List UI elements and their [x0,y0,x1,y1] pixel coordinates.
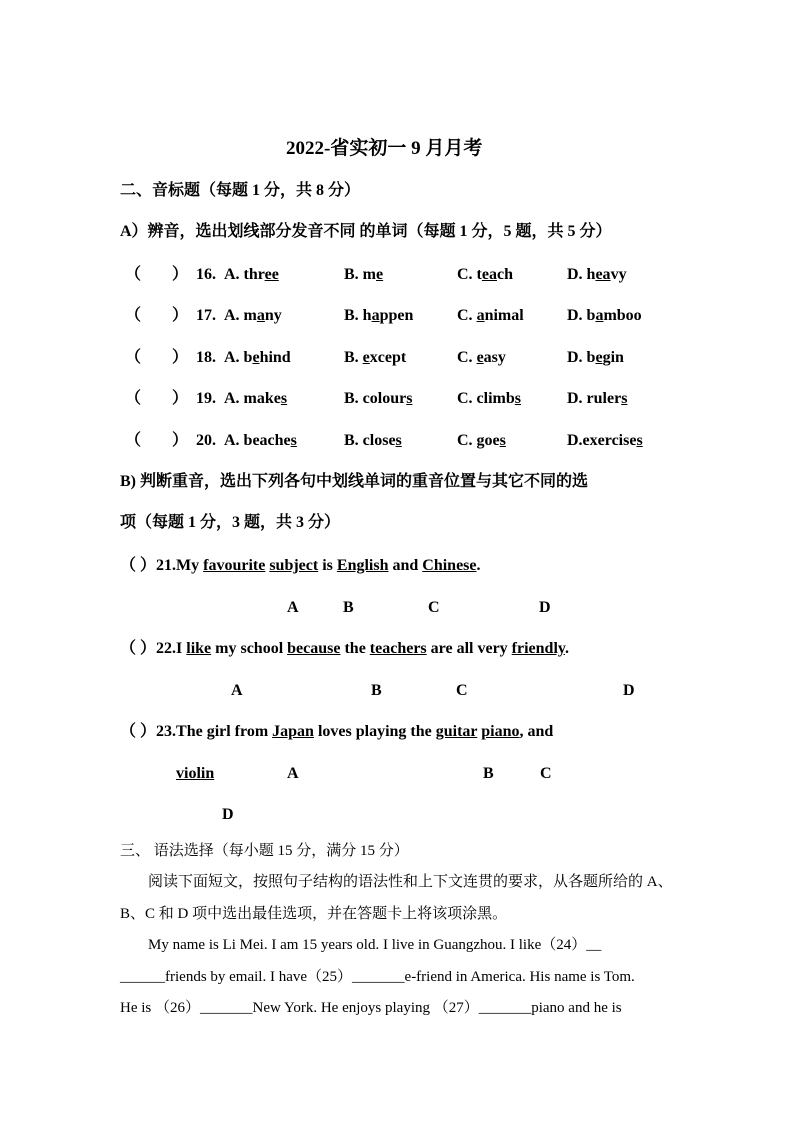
answer-paren-close: ） [172,432,189,449]
underlined-letters: a [256,307,265,324]
text: I [176,640,187,657]
option-c [457,348,506,368]
option-text: ch [497,266,513,283]
answer-paren[interactable]: （ ） [120,640,157,657]
option-text: B. colour [344,390,407,407]
underlined-letters: ea [595,266,611,283]
option-d [567,265,627,285]
option-d [567,431,643,451]
question-number: 18. [196,349,216,366]
underlined-word: favourite [203,557,266,574]
underlined-letters: a [476,307,485,324]
question-number: 17. [196,307,216,324]
underlined-word: English [336,557,389,574]
option-text: A. make [224,390,281,407]
answer-paren-open[interactable]: （ [125,390,142,407]
underlined-word: guitar [435,723,478,740]
option-letter: D [539,599,551,616]
underlined-letters: ea [481,266,497,283]
option-letter: D [623,682,635,699]
option-text: gin [602,349,624,366]
option-letter: B [343,599,354,616]
option-text: C. t [457,266,482,283]
option-text: B. h [344,307,372,324]
option-text: D.exercise [567,432,637,449]
option-letter: B [371,682,382,699]
text: are all very [426,640,512,657]
option-b [344,389,412,409]
option-text: A. beache [224,432,291,449]
option-text: B. [344,349,363,366]
option-a [224,348,291,368]
option-text: vy [610,266,627,283]
question-23 [120,722,553,742]
text: My [176,557,204,574]
answer-paren-close: ） [172,390,189,407]
underlined-word: like [186,640,212,657]
option-text: hind [259,349,291,366]
underlined-letters: a [371,307,380,324]
section3-instruction-line1: 阅读下面短文，按照句子结构的语法性和上下文连贯的要求，从各题所给的 A、 [148,874,673,890]
option-text: A. m [224,307,257,324]
section2-heading: 二、音标题（每题 1 分，共 8 分） [120,182,361,199]
option-text: C. [457,349,477,366]
option-letter: A [287,765,299,782]
answer-paren-open[interactable]: （ [125,349,142,366]
option-letter: D [222,806,234,823]
question-number: 20. [196,432,216,449]
question-number: 21. [156,557,177,574]
option-text: C. goe [457,432,500,449]
option-b [344,306,413,326]
underlined-word: because [287,640,341,657]
page-title: 2022-省实初一 9 月月考 [286,138,483,159]
option-a [224,265,279,285]
underlined-letters: e [376,266,384,283]
underlined-letters: s [499,432,506,449]
underlined-word: Japan [272,723,314,740]
question-number: 23. [156,723,177,740]
option-text: C. climb [457,390,515,407]
underlined-letters: s [406,390,413,407]
underlined-word: subject [269,557,319,574]
option-text: mboo [603,307,642,324]
option-text: D. ruler [567,390,622,407]
option-a [224,389,287,409]
text: , and [519,723,554,740]
option-letter: C [456,682,468,699]
option-a [224,306,282,326]
option-letter: C [540,765,552,782]
option-text: C. [457,307,477,324]
underlined-letters: s [395,432,402,449]
underlined-letters: s [636,432,643,449]
option-text: ppen [379,307,414,324]
text: the [340,640,370,657]
option-text: B. close [344,432,396,449]
underlined-word: Chinese [422,557,477,574]
text: The girl from [176,723,273,740]
option-text: D. b [567,307,596,324]
underlined-letters: e [476,349,484,366]
underlined-letters: a [595,307,604,324]
answer-paren-open[interactable]: （ [125,266,142,283]
option-letter: C [428,599,440,616]
text: loves playing the [313,723,436,740]
option-letter: B [483,765,494,782]
passage-line: ______friends by email. I have（25）_______e-friend in America. His name is Tom. [120,969,635,985]
underlined-letters: s [514,390,522,407]
option-b [344,265,383,285]
option-text: A. b [224,349,253,366]
text: and [388,557,423,574]
underlined-word: friendly [511,640,566,657]
question-22 [120,639,569,659]
option-letter: A [287,599,299,616]
underlined-letters: e [595,349,603,366]
underlined-letters: e [362,349,370,366]
option-d [567,306,642,326]
option-a [224,431,297,451]
answer-paren-close: ） [172,266,189,283]
underlined-letters: s [290,432,297,449]
answer-paren-close: ） [172,349,189,366]
underlined-letters: e [252,349,260,366]
partB-heading-line1: B) 判断重音，选出下列各句中划线单词的重音位置与其它不同的选 [120,473,589,490]
text: . [565,640,570,657]
option-letter: A [231,682,243,699]
underlined-letters: s [280,390,288,407]
underlined-letters: s [621,390,628,407]
answer-paren[interactable]: （ ） [120,557,157,574]
question-number: 16. [196,266,216,283]
answer-paren-open[interactable]: （ [125,432,142,449]
underlined-word: teachers [369,640,427,657]
option-text: xcept [369,349,407,366]
partB-heading-line2: 项（每题 1 分，3 题，共 3 分） [120,514,341,531]
passage-line: He is （26）_______New York. He enjoys playing （27）_______piano and he is [120,1000,622,1016]
option-text: nimal [484,307,524,324]
underlined-word: piano [481,723,520,740]
underlined-word: violin [176,765,215,782]
option-text: ny [264,307,282,324]
option-text: B. m [344,266,376,283]
option-text: D. h [567,266,596,283]
option-c [457,306,524,326]
option-text: asy [483,349,506,366]
question-number: 19. [196,390,216,407]
underlined-letters: ee [264,266,279,283]
option-c [457,389,521,409]
option-text: A. thr [224,266,265,283]
option-c [457,265,513,285]
passage-line: My name is Li Mei. I am 15 years old. I live in Guangzhou. I like（24）__ [148,937,602,953]
option-b [344,348,406,368]
section3-heading: 三、 语法选择（每小题 15 分，满分 15 分） [120,843,409,859]
option-text: D. b [567,349,596,366]
option-c [457,431,506,451]
answer-paren-open[interactable]: （ [125,307,142,324]
text: . [476,557,481,574]
answer-paren[interactable]: （ ） [120,723,157,740]
section3-instruction-line2: B、C 和 D 项中选出最佳选项，并在答题卡上将该项涂黑。 [120,906,508,922]
partA-heading: A）辨音，选出划线部分发音不同 的单词（每题 1 分，5 题，共 5 分） [120,223,612,240]
option-b [344,431,402,451]
text: my school [211,640,288,657]
option-d [567,389,627,409]
question-21 [120,556,481,576]
answer-paren-close: ） [172,307,189,324]
option-d [567,348,624,368]
question-number: 22. [156,640,177,657]
text: is [318,557,337,574]
